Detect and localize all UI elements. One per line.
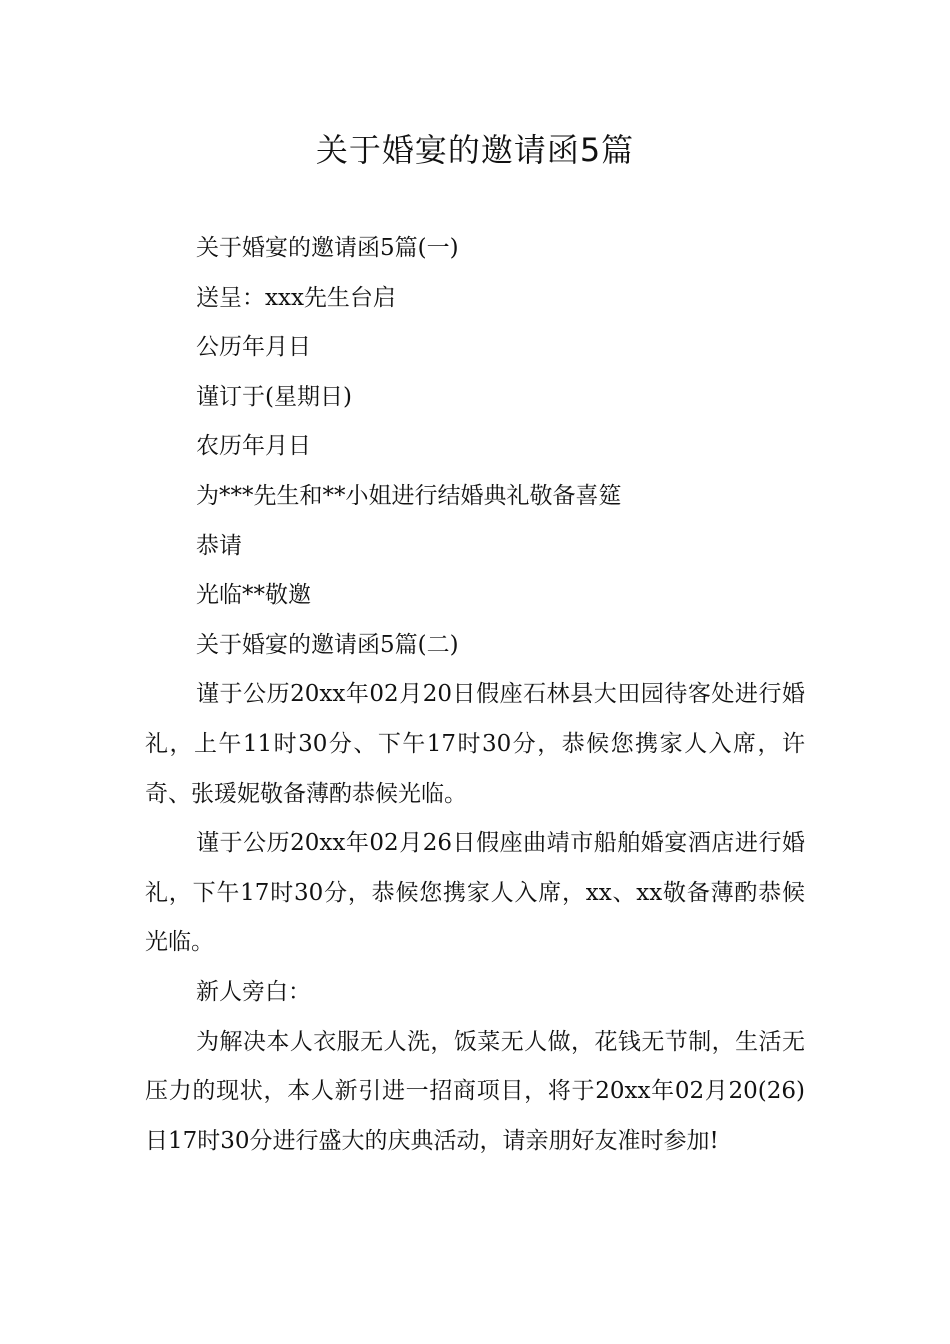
invite-line: 恭请 <box>196 532 242 559</box>
recipient-line: 送呈：xxx先生台启 <box>196 284 396 311</box>
paragraph-3: 新人旁白： <box>196 978 311 1005</box>
section-heading-1: 关于婚宴的邀请函5篇(一) <box>196 235 459 261</box>
paragraph-2: 谨于公历20xx年02月26日假座曲靖市船舶婚宴酒店进行婚礼，下午17时30分，恭候您携家人入席，xx、xx敬备薄酌恭候光临。 <box>145 830 805 956</box>
paragraph-4: 为解决本人衣服无人洗，饭菜无人做，花钱无节制，生活无压力的现状，本人新引进一招商项目，将于20xx年02月20(26)日17时30分进行盛大的庆典活动，请亲朋好友准时参加! <box>145 1028 805 1154</box>
weekday-line: 谨订于(星期日) <box>196 383 352 410</box>
closing-line: 光临**敬邀 <box>196 582 311 609</box>
document-body <box>145 224 805 1166</box>
gregorian-date-line: 公历年月日 <box>196 334 311 361</box>
document-title: 关于婚宴的邀请函5篇 <box>315 131 635 169</box>
paragraph-1: 谨于公历20xx年02月20日假座石林县大田园待客处进行婚礼，上午11时30分、下午17时30分，恭候您携家人入席，许奇、张瑗妮敬备薄酌恭候光临。 <box>145 681 805 807</box>
section-heading-2: 关于婚宴的邀请函5篇(二) <box>196 631 459 658</box>
lunar-date-line: 农历年月日 <box>196 433 311 460</box>
ceremony-line: 为***先生和**小姐进行结婚典礼敬备喜筵 <box>196 482 622 509</box>
